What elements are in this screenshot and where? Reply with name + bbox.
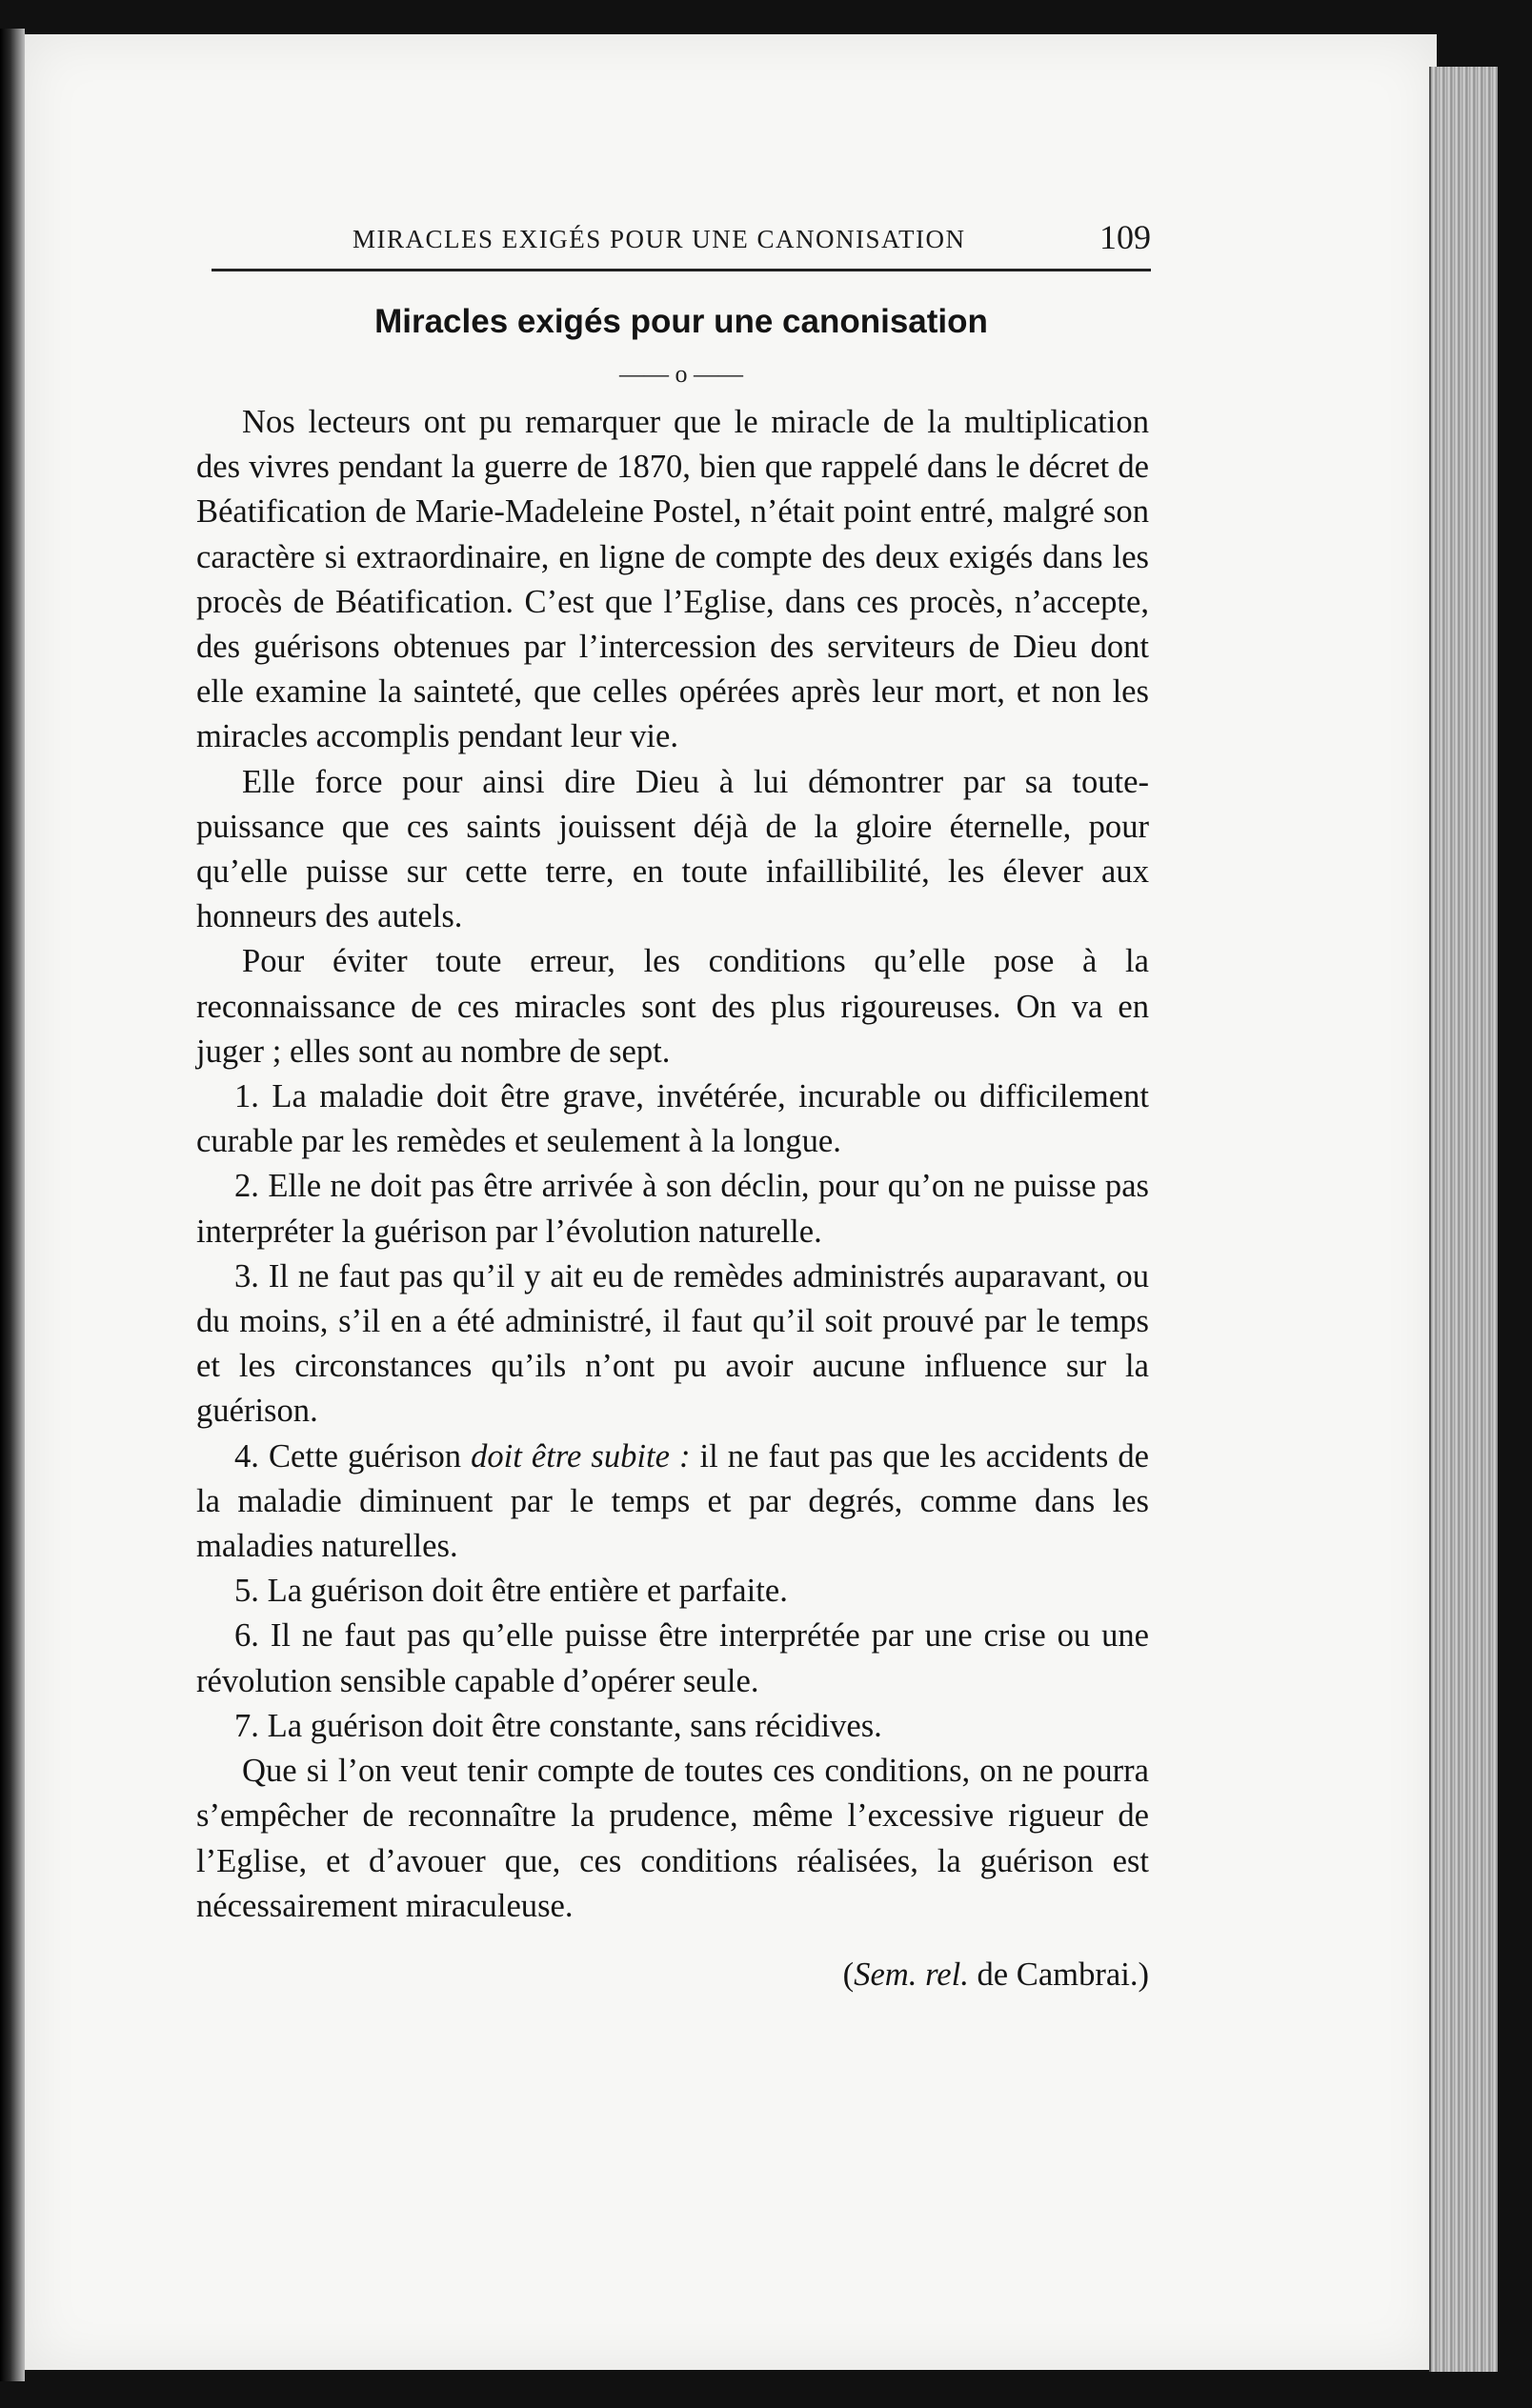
page-number: 109 <box>1099 218 1151 256</box>
source-italic: Sem. rel. <box>854 1956 969 1993</box>
condition-1: 1. La maladie doit être grave, invétérée, incurable ou difficilement curable par les remèdes et seulement à la longue. <box>196 1078 1149 1160</box>
condition-4-emphasis: doit être subite : <box>471 1437 691 1475</box>
paragraph-conditions-intro: Pour éviter toute erreur, les conditions qu’elle pose à la reconnaissance de ces miracles sont des plus rigoureuses. On va en juger ; elles sont au nombre de sept. <box>196 943 1149 1070</box>
condition-4-rest: il ne faut pas que les accidents de la maladie diminuent par le temps et par degrés, comme dans les maladies naturelles. <box>196 1437 1150 1565</box>
condition-7: 7. La guérison doit être constante, sans récidives. <box>234 1707 882 1744</box>
condition-5: 5. La guérison doit être entière et parfaite. <box>234 1573 788 1610</box>
source-attribution <box>196 1956 1149 1994</box>
paragraph-intro: Nos lecteurs ont pu remarquer que le miracle de la multiplication des vivres pendant la guerre de 1870, bien que rappelé dans le décret de Béatification de Marie-Madeleine Postel, n’était point entré, malgré son caractère si extraordinaire, en ligne de compte des deux exigés dans les procès de Béatification. C’est que l’Eglise, dans ces procès, n’accepte, des guérisons obtenues par l’intercession des serviteurs de Dieu dont elle examine la sainteté, que celles opérées après leur mort, et non les miracles accomplis pendant leur vie. <box>196 404 1149 755</box>
source-open: ( <box>842 1956 855 1993</box>
condition-4 <box>196 1435 1149 1570</box>
condition-6: 6. Il ne faut pas qu’elle puisse être interprétée par une crise ou une révolution sensible capable d’opérer seule. <box>196 1617 1149 1699</box>
running-title: MIRACLES EXIGÉS POUR UNE CANONISATION <box>353 225 966 253</box>
page-edges <box>1429 67 1498 2372</box>
condition-2: 2. Elle ne doit pas être arrivée à son déclin, pour qu’on ne puisse pas interpréter la guérison par l’évolution naturelle. <box>196 1168 1149 1250</box>
running-header <box>212 202 1151 271</box>
article-title: Miracles exigés pour une canonisation <box>374 303 988 340</box>
article-body <box>196 400 1149 1929</box>
title-ornament: —— o —— <box>619 360 743 388</box>
book-gutter <box>0 29 25 2381</box>
source-rest: de Cambrai.) <box>968 1956 1149 1993</box>
paragraph-conclusion: Que si l’on veut tenir compte de toutes ces conditions, on ne pourra s’empêcher de reconnaître la prudence, même l’excessive rigueur de l’Eglise, et d’avouer que, ces conditions réalisées, la guérison est nécessairement miraculeuse. <box>196 1753 1149 1924</box>
paragraph-divine-proof: Elle force pour ainsi dire Dieu à lui démontrer par sa toute-puissance que ces saints jouissent déjà de la gloire éternelle, pour qu’elle puisse sur cette terre, en toute infaillibilité, les élever aux honneurs des autels. <box>196 763 1149 935</box>
condition-4-lead: 4. Cette guérison <box>234 1437 472 1475</box>
condition-3: 3. Il ne faut pas qu’il y ait eu de remèdes administrés auparavant, ou du moins, s’il en a été administré, il faut qu’il soit prouvé par le temps et les circonstances qu’ils n’ont pu avoir aucune influence sur la guérison. <box>196 1257 1149 1430</box>
